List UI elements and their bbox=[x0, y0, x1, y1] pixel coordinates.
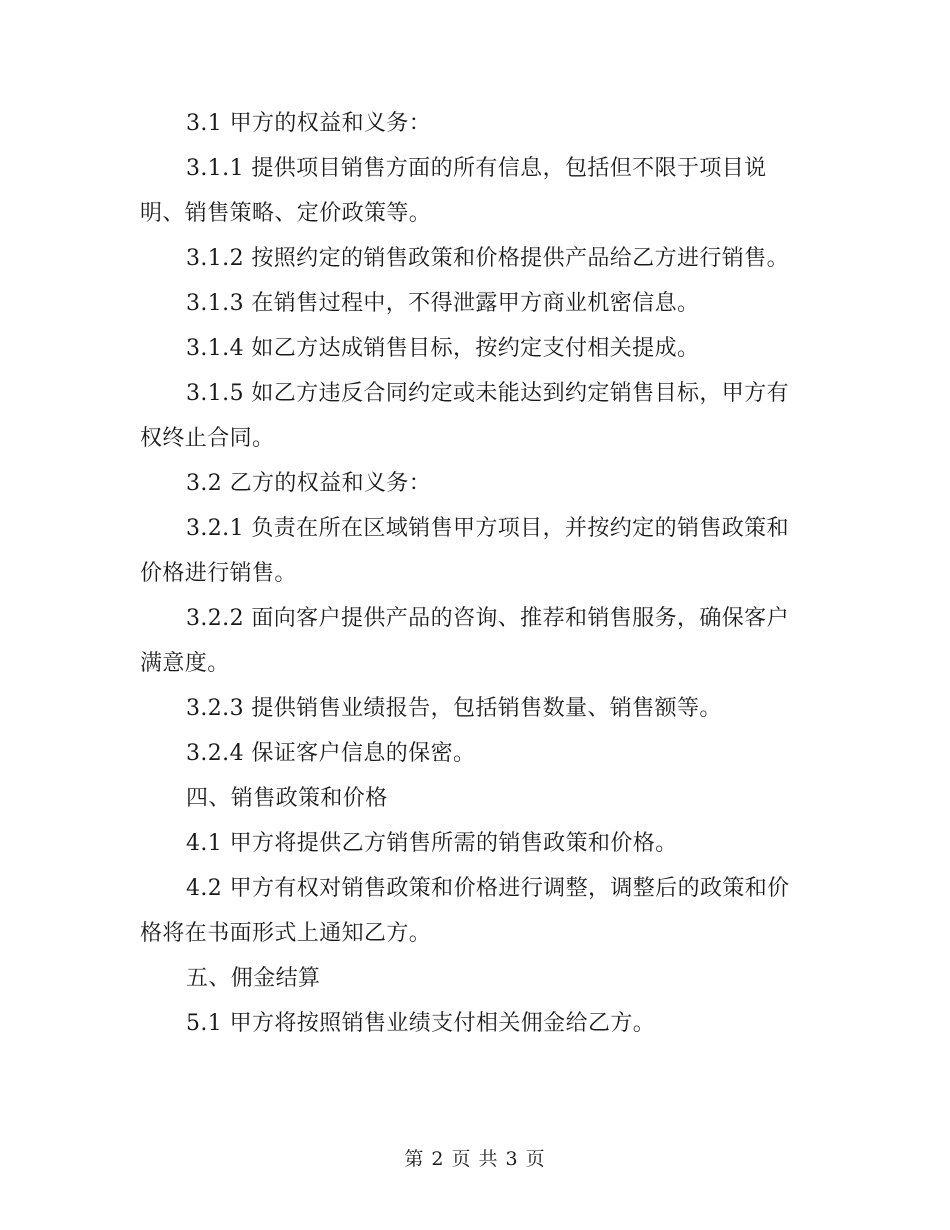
paragraph-3-1-5: 3.1.5 如乙方违反合同约定或未能达到约定销售目标，甲方有权终止合同。 bbox=[140, 381, 789, 451]
paragraph-5-1: 5.1 甲方将按照销售业绩支付相关佣金给乙方。 bbox=[186, 1011, 656, 1036]
paragraph-3-1-1: 3.1.1 提供项目销售方面的所有信息，包括但不限于项目说明、销售策略、定价政策等。 bbox=[140, 156, 767, 226]
paragraph-3-2-1: 3.2.1 负责在所在区域销售甲方项目，并按约定的销售政策和价格进行销售。 bbox=[140, 516, 789, 586]
document-body bbox=[140, 101, 800, 1046]
paragraph-3-2-2: 3.2.2 面向客户提供产品的咨询、推荐和销售服务，确保客户满意度。 bbox=[140, 606, 789, 676]
paragraph-3-1-3: 3.1.3 在销售过程中，不得泄露甲方商业机密信息。 bbox=[186, 291, 700, 316]
paragraph-3-1: 3.1 甲方的权益和义务： bbox=[186, 111, 432, 136]
page-number-footer: 第 2 页 共 3 页 bbox=[404, 1148, 546, 1170]
paragraph-3-2-3: 3.2.3 提供销售业绩报告，包括销售数量、销售额等。 bbox=[186, 696, 722, 721]
paragraph-4-2: 4.2 甲方有权对销售政策和价格进行调整，调整后的政策和价格将在书面形式上通知乙方。 bbox=[140, 876, 790, 946]
paragraph-3-1-4: 3.1.4 如乙方达成销售目标，按约定支付相关提成。 bbox=[186, 336, 700, 361]
section-heading-5: 五、佣金结算 bbox=[186, 966, 321, 991]
paragraph-3-2-4: 3.2.4 保证客户信息的保密。 bbox=[186, 741, 476, 766]
paragraph-3-1-2: 3.1.2 按照约定的销售政策和价格提供产品给乙方进行销售。 bbox=[186, 246, 789, 271]
paragraph-3-2: 3.2 乙方的权益和义务： bbox=[186, 471, 432, 496]
section-heading-4: 四、销售政策和价格 bbox=[186, 786, 388, 811]
paragraph-4-1: 4.1 甲方将提供乙方销售所需的销售政策和价格。 bbox=[186, 831, 678, 856]
